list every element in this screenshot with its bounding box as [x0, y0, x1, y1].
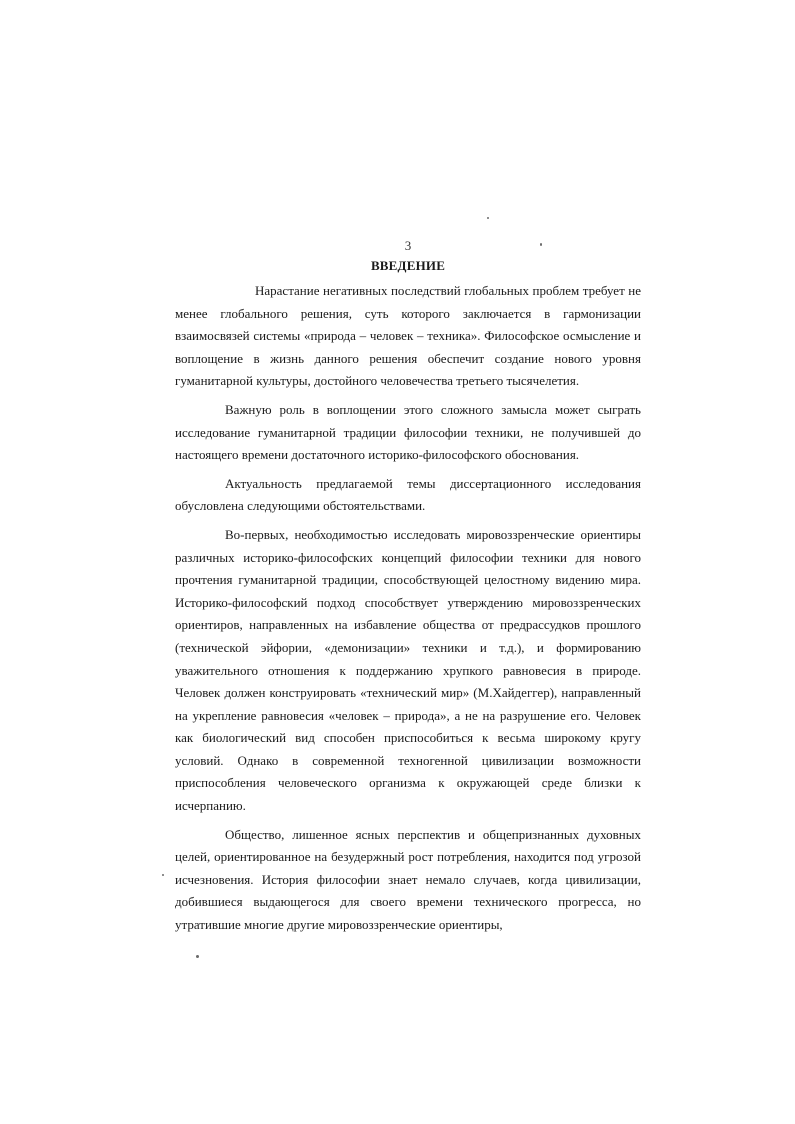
scan-speck	[162, 874, 164, 876]
section-heading: ВВЕДЕНИЕ	[370, 258, 446, 273]
page-number: 3	[404, 238, 412, 253]
paragraph-1: Нарастание негативных последствий глобальных проблем требует не менее глобального решения, суть которого заключается в гармонизации взаимосвязей системы «природа – человек – техника». Философское осмысление и воплощение в жизнь данного решения обеспечит создание нового уровня гуманитарной культуры, достойного человечества третьего тысячелетия.	[175, 283, 641, 389]
paragraph-3: Актуальность предлагаемой темы диссертационного исследования обусловлена следующими обстоятельствами.	[175, 475, 641, 514]
document-body	[175, 238, 641, 943]
scan-speck	[196, 955, 199, 958]
scan-speck	[487, 217, 489, 219]
paragraph-2: Важную роль в воплощении этого сложного замысла может сыграть исследование гуманитарной традиции философии техники, не получившей до настоящего времени достаточного историко-философского обоснования.	[175, 401, 641, 463]
paragraph-4: Во-первых, необходимостью исследовать мировоззренческие ориентиры различных историко-философских концепций философии техники для нового прочтения гуманитарной традиции, способствующей целостному видению мира. Историко-философский подход способствует утверждению мировоззренческих ориентиров, направленных на избавление общества от предрассудков прошлого (технической эйфории, «демонизации» техники и т.д.), и формированию уважительного отношения к поддержанию хрупкого равновесия в природе. Человек должен конструировать «технический мир» (М.Хайдеггер), направленный на укрепление равновесия «человек – природа», а не на разрушение его. Человек как биологический вид способен приспособиться к весьма широкому кругу условий. Однако в современной техногенной цивилизации возможности приспособления человеческого организма к окружающей среде близки к исчерпанию.	[175, 526, 641, 814]
paragraph-5: Общество, лишенное ясных перспектив и общепризнанных духовных целей, ориентированное на безудержный рост потребления, находится под угрозой исчезновения. История философии знает немало случаев, когда цивилизации, добившиеся выдающегося для своего времени технического прогресса, но утратившие многие другие мировоззренческие ориентиры,	[175, 826, 641, 933]
